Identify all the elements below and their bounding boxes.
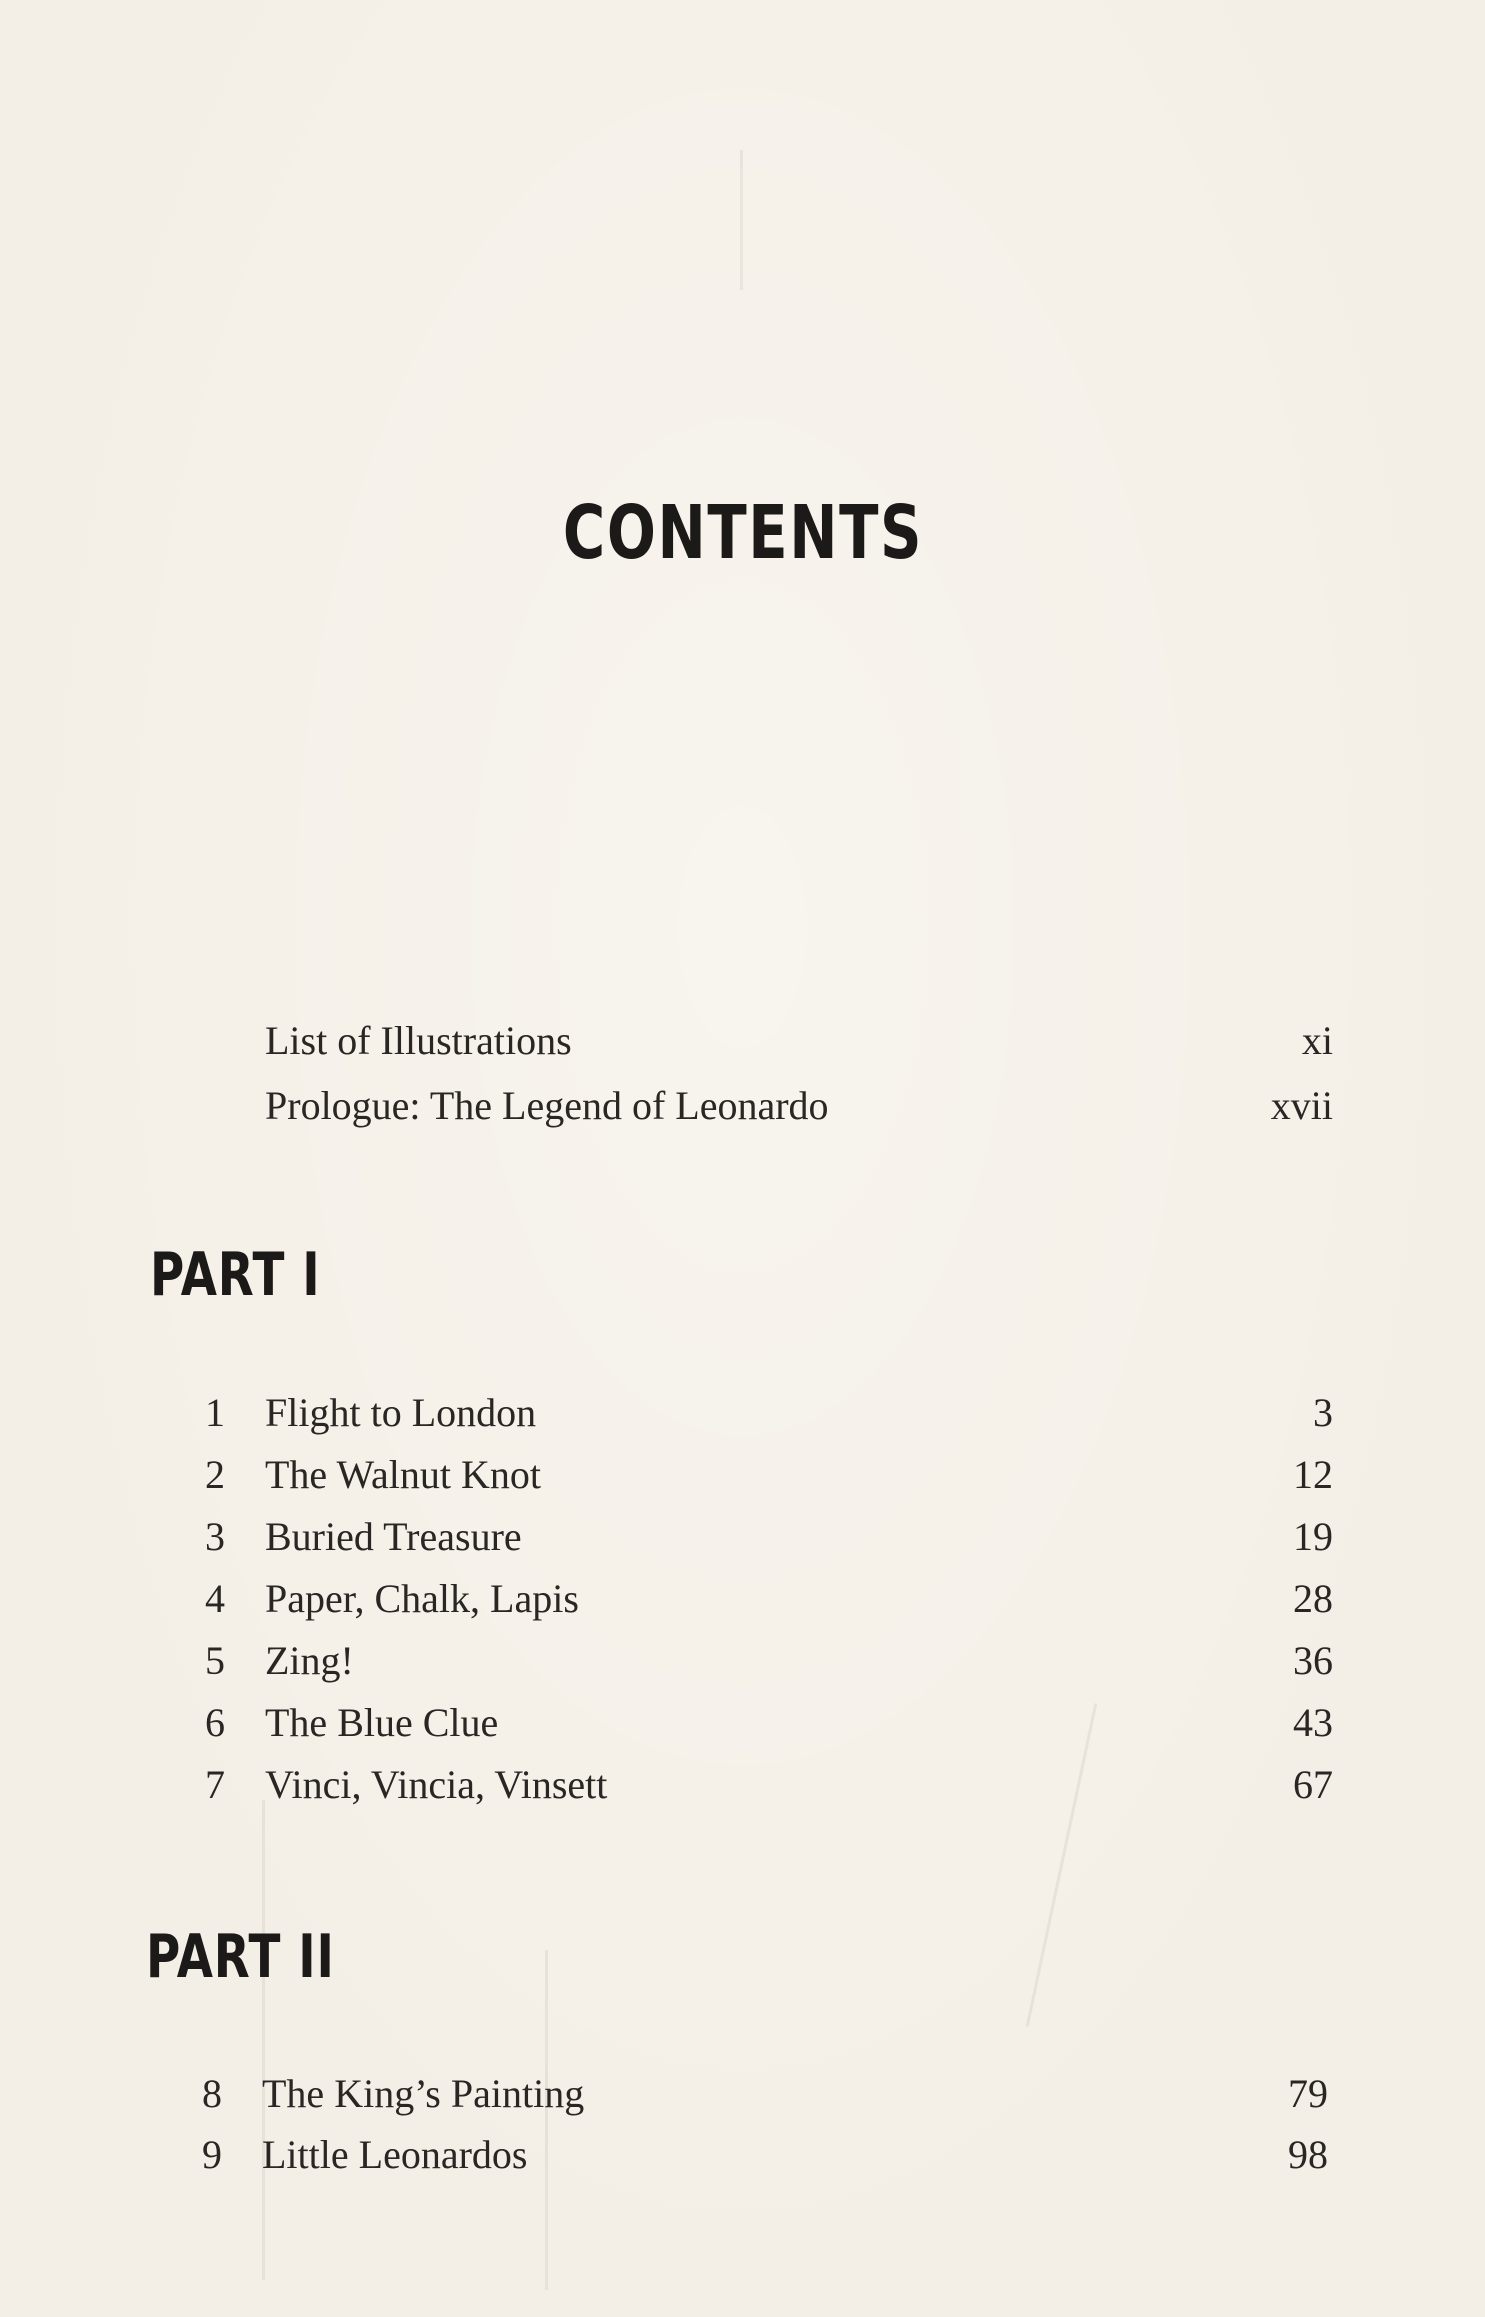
chapter-number: 4 [205,1576,225,1621]
chapter-row[interactable] [0,1506,1485,1568]
part-heading: PART I [150,1240,321,1310]
chapter-page: 67 [1293,1762,1333,1807]
chapter-page: 3 [1313,1390,1333,1435]
chapter-page: 98 [1288,2132,1328,2177]
chapter-number: 5 [205,1638,225,1683]
paper-crease [740,150,743,290]
chapter-number: 6 [205,1700,225,1745]
chapter-page: 12 [1293,1452,1333,1497]
paper-crease [262,1800,265,2280]
toc-entry-page: xi [1301,1018,1333,1063]
chapter-row[interactable] [0,1444,1485,1506]
toc-row[interactable] [0,1075,1485,1137]
page-title: CONTENTS [562,490,924,576]
chapter-page: 79 [1288,2071,1328,2116]
chapter-row[interactable] [0,1568,1485,1630]
chapter-row[interactable] [0,1692,1485,1754]
chapter-page: 36 [1293,1638,1333,1683]
chapter-number: 3 [205,1514,225,1559]
chapter-row[interactable] [0,2063,1485,2125]
chapter-row[interactable] [0,2124,1485,2186]
chapter-row[interactable] [0,1630,1485,1692]
chapter-title: The Blue Clue [265,1700,499,1745]
part-heading: PART II [146,1922,335,1992]
chapter-title: Vinci, Vincia, Vinsett [265,1762,608,1807]
chapter-number: 1 [205,1390,225,1435]
chapter-page: 28 [1293,1576,1333,1621]
toc-row[interactable] [0,1010,1485,1072]
chapter-number: 8 [202,2071,222,2116]
chapter-title: The Walnut Knot [265,1452,541,1497]
chapter-number: 2 [205,1452,225,1497]
chapter-page: 43 [1293,1700,1333,1745]
chapter-title: Zing! [265,1638,354,1683]
chapter-number: 7 [205,1762,225,1807]
chapter-title: The King’s Painting [262,2071,585,2116]
toc-entry-label: Prologue: The Legend of Leonardo [265,1083,829,1128]
chapter-row[interactable] [0,1754,1485,1816]
chapter-page: 19 [1293,1514,1333,1559]
chapter-title: Paper, Chalk, Lapis [265,1576,579,1621]
chapter-title: Little Leonardos [262,2132,528,2177]
toc-entry-page: xvii [1270,1083,1333,1128]
chapter-title: Flight to London [265,1390,537,1435]
chapter-number: 9 [202,2132,222,2177]
chapter-title: Buried Treasure [265,1514,522,1559]
chapter-row[interactable] [0,1382,1485,1444]
toc-entry-label: List of Illustrations [265,1018,572,1063]
